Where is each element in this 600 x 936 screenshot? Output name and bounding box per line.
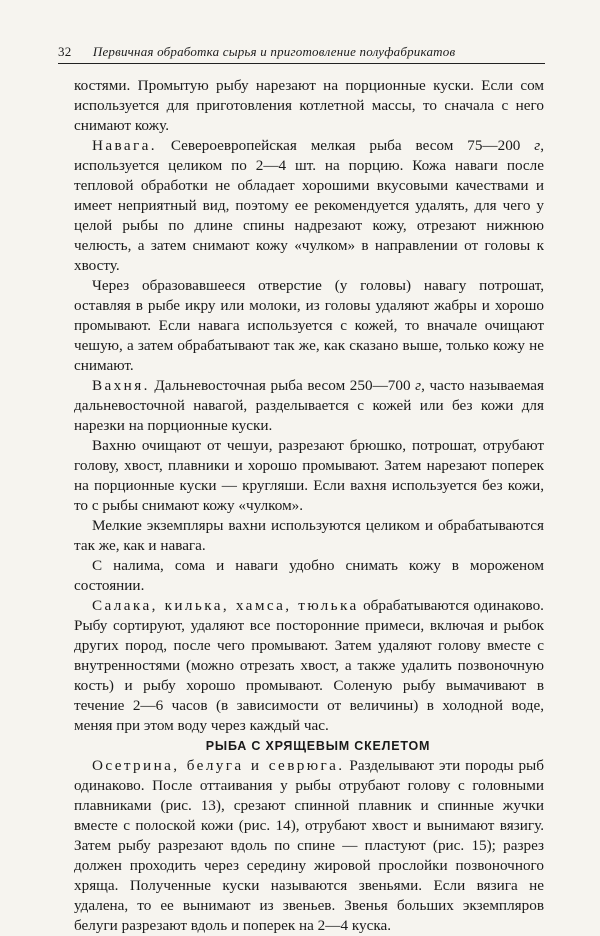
term-small-fish: Салака, килька, хамса, тюлька bbox=[92, 597, 359, 614]
body-text bbox=[74, 76, 544, 936]
running-title: Первичная обработка сырья и приготовление полуфабрикатов bbox=[92, 44, 456, 59]
paragraph-vakhnya-small: Мелкие экземпляры вахни используются целиком и обрабатываются так же, как и навага. bbox=[74, 517, 544, 554]
paragraph-navaga: Навага. Североевропейская мелкая рыба весом 75—200 г, используется целиком по 2—4 шт. на порцию. Кожа наваги после тепловой обработки не обладает хорошими вкусовыми качествами и имеет неприятный вид, поэтому ее рекомендуется удалять, для чего у целой рыбы по длине спины надрезают кожу, отрезают нижнюю челюсть, а затем снимают кожу «чулком» в направлении от головы к хвосту. bbox=[74, 137, 544, 274]
term-sturgeon: Осетрина, белуга и севрюга. bbox=[92, 757, 345, 774]
page-number: 32 bbox=[58, 44, 72, 59]
section-heading: РЫБА С ХРЯЩЕВЫМ СКЕЛЕТОМ bbox=[205, 739, 431, 753]
paragraph-som-end: костями. Промытую рыбу нарезают на порционные куски. Если сом используется для приготовления котлетной массы, то сначала с него снимают кожу. bbox=[74, 77, 544, 134]
term-navaga: Навага. bbox=[92, 137, 157, 154]
paragraph-vakhnya-cleaning: Вахню очищают от чешуи, разрезают брюшко, потрошат, отрубают голову, хвост, плавники и хорошо промывают. Затем нарезают поперек на порционные куски — кругляши. Если вахня используется без кожи, то с рыбы снимают кожу «чулком». bbox=[74, 437, 544, 514]
paragraph-sturgeon: Осетрина, белуга и севрюга. Разделывают эти породы рыб одинаково. После оттаивания у рыбы отрубают голову с головными плавниками (рис. 13), срезают спинной плавник и спинные жучки вместе с полоской кожи (рис. 14), отрубают хвост и вынимают вязигу. Затем рыбу разрезают вдоль по спине — пластуют (рис. 15); разрез должен проходить через середину жировой прослойки позвоночного хряща. Полученные куски называются звеньями. Если вязига не удалена, то ее вынимают из звеньев. Звенья больших экземпляров белуги разрезают вдоль и поперек на 2—4 куска. bbox=[74, 757, 544, 934]
running-header bbox=[58, 44, 544, 60]
header-rule bbox=[58, 63, 545, 64]
term-vakhnya: Вахня. bbox=[92, 377, 150, 394]
paragraph-small-fish: Салака, килька, хамса, тюлька обрабатываются одинаково. Рыбу сортируют, удаляют все посторонние примеси, включая и рыбок других пород, после чего промывают. Затем удаляют голову вместе с внутренностями (можно отрезать хвост, а также удалить позвоночную кость) и рыбу хорошо промывают. Соленую рыбу вымачивают в течение 2—6 часов (в зависимости от величины) в холодной воде, меняя при этом воду через каждый час. bbox=[74, 597, 544, 734]
paragraph-frozen-skinning: С налима, сома и наваги удобно снимать кожу в мороженом состоянии. bbox=[74, 557, 544, 594]
paragraph-vakhnya: Вахня. Дальневосточная рыба весом 250—700 г, часто называемая дальневосточной навагой, разделывается с кожей или без кожи для нарезки на порционные куски. bbox=[74, 377, 544, 434]
paragraph-navaga-gutting: Через образовавшееся отверстие (у головы) навагу потрошат, оставляя в рыбе икру или молоки, из головы удаляют жабры и хорошо промывают. Если навага используется с кожей, то вначале очищают чешую, а затем обрабатывают так же, как сказано выше, только кожу не снимают. bbox=[74, 277, 544, 374]
